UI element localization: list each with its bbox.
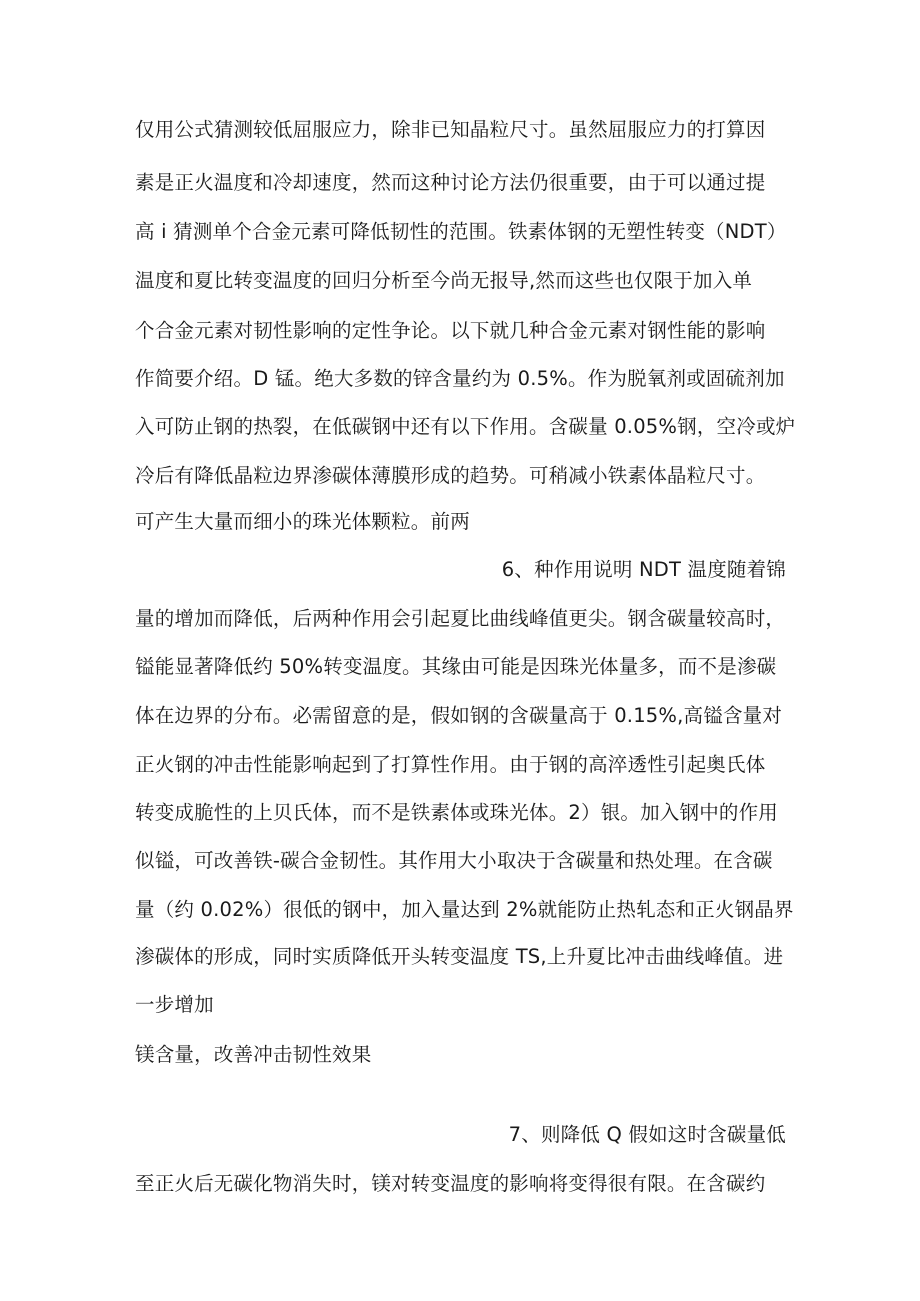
paragraph-line: 似镒，可改善铁-碳合金韧性。其作用大小取决于含碳量和热处理。在含碳	[135, 849, 773, 872]
paragraph-line: 个合金元素对韧性影响的定性争论。以下就几种合金元素对钢性能的影响	[135, 319, 766, 342]
paragraph-line: 高 i 猜测单个合金元素可降低韧性的范围。铁素体钢的无塑性转变（NDT）	[135, 220, 787, 243]
paragraph-line: 转变成脆性的上贝氏体，而不是铁素体或珠光体。2）银。加入钢中的作用	[135, 801, 779, 824]
section-heading: 7、则降低 Q 假如这时含碳量低	[508, 1123, 786, 1146]
paragraph-line: 可产生大量而细小的珠光体颗粒。前两	[135, 510, 470, 533]
paragraph-line: 镒能显著降低约 50%转变温度。其缘由可能是因珠光体量多，而不是渗碳	[135, 655, 777, 678]
paragraph-line: 渗碳体的形成，同时实质降低开头转变温度 TS,上升夏比冲击曲线峰值。进	[135, 945, 784, 968]
paragraph-line: 至正火后无碳化物消失时，镁对转变温度的影响将变得很有限。在含碳约	[135, 1172, 766, 1195]
paragraph-line: 冷后有降低晶粒边界渗碳体薄膜形成的趋势。可稍减小铁素体晶粒尺寸。	[135, 464, 766, 487]
paragraph-line: 正火钢的冲击性能影响起到了打算性作用。由于钢的高淬透性引起奥氏体	[135, 753, 766, 776]
paragraph-line: 量（约 0.02%）很低的钢中，加入量达到 2%就能防止热轧态和正火钢晶界	[135, 898, 794, 921]
paragraph-line: 入可防止钢的热裂，在低碳钢中还有以下作用。含碳量 0.05%钢，空冷或炉	[135, 415, 796, 438]
paragraph-line: 体在边界的分布。必需留意的是，假如钢的含碳量高于 0.15%,高镒含量对	[135, 704, 783, 727]
section-heading: 6、种作用说明 NDT 温度随着锦	[501, 558, 786, 581]
paragraph-line: 仅用公式猜测较低屈服应力，除非已知晶粒尺寸。虽然屈服应力的打算因	[135, 118, 766, 141]
paragraph-line: 作简要介绍。D 锰。绝大多数的锌含量约为 0.5%。作为脱氧剂或固硫剂加	[135, 367, 785, 390]
paragraph-line: 量的增加而降低，后两种作用会引起夏比曲线峰值更尖。钢含碳量较高时，	[135, 607, 786, 630]
paragraph-line: 镁含量，改善冲击韧性效果	[135, 1043, 372, 1066]
paragraph-line: 素是正火温度和冷却速度，然而这种讨论方法仍很重要，由于可以通过提	[135, 171, 766, 194]
paragraph-line: 一步增加	[135, 993, 214, 1016]
paragraph-line: 温度和夏比转变温度的回归分析至今尚无报导,然而这些也仅限于加入单	[135, 269, 753, 292]
